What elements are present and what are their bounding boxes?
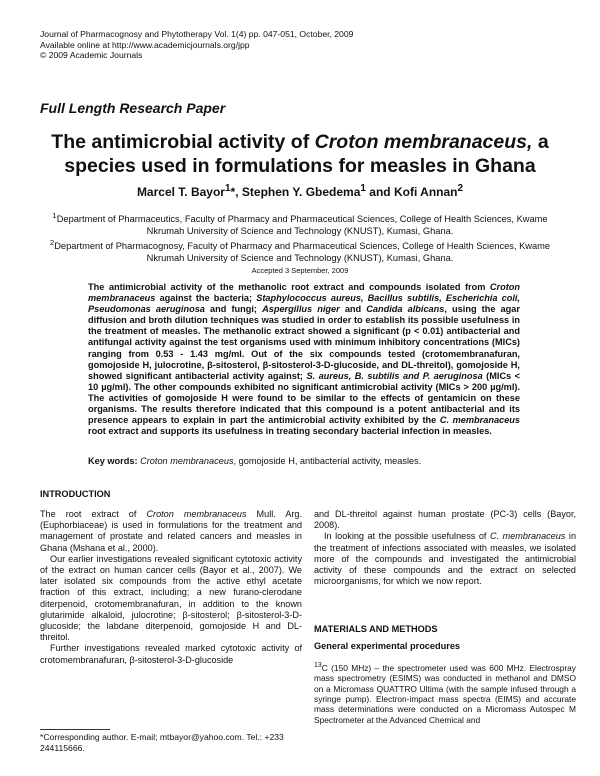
methods-heading: MATERIALS AND METHODS xyxy=(314,624,438,634)
intro-heading: INTRODUCTION xyxy=(40,489,111,499)
corresponding-author-footnote: *Corresponding author. E-mail; mtbayor@yahoo.com. Tel.: +233 244115666. xyxy=(40,732,284,753)
intro-paragraph-1: The root extract of Croton membranaceus Mull. Arg. (Euphorbiaceae) is used in formulations for the treatment and management of prostate and related cancers and measles in Ghana (Mshana et al., 2000). xyxy=(40,509,302,553)
affiliation-2: $^2$Department of Pharmacognosy, Faculty of Pharmacy and Pharmaceutical Sciences, College of Health Sciences, Kwame Nkrumah University of Science and Technology (KNUST), Kumasi, Ghana. xyxy=(49,238,551,263)
methods-subheading: General experimental procedures xyxy=(314,641,461,651)
affiliation-1: $^1$Department of Pharmaceutics, Faculty of Pharmacy and Pharmaceutical Sciences, College of Health Sciences, Kwame Nkrumah University of Science and Technology (KNUST), Kumasi, Ghana. xyxy=(52,211,548,236)
intro-paragraph-2: Our earlier investigations revealed significant cytotoxic activity of the extract on human cancer cells (Bayor et al., 2007). We later isolated six compounds from the active ethyl acetate fraction of this extract, including; a new furano-clerodane diterpenoid, crotomembranafuran, in addition to the known glutarimide alkaloid, julocrotine; β-sitosterol; β-sitosterol-3-D-glucoside; the labdane diterpenoid, gomojoside H and DL-threitol. xyxy=(40,553,302,643)
paper-type: Full Length Research Paper xyxy=(40,100,226,116)
footnote-rule xyxy=(40,729,110,730)
col2-paragraph-1: and DL-threitol against human prostate (PC-3) cells (Bayor, 2008). xyxy=(314,509,576,531)
title-species: Croton membranaceus, xyxy=(314,131,533,153)
abstract: The antimicrobial activity of the methanolic root extract and compounds isolated from Croton membranaceus against the bacteria; Staphylococcus aureus, Bacillus subtilis, Escherichia coli, Pseudomonas aeruginosa and fungi; Aspergillus niger and Candida albicans, using the agar diffusion and broth dilution techniques was studied in order to establish its possible usefulness in the treatment of measles. The methanolic extract showed a significant (p < 0.01) antibacterial and antifungal activity against the test organisms used with minimum inhibitory concentrations (MICs) ranging from 0.53 - 1.43 mg/ml. Out of the six compounds tested (crotomembranafuran, gomojoside H, julocrotine, β-sitosterol, β-sitosterol-3-D-glucoside, and DL-threitol), gomojoside H, showed significant antibacterial activity against; S. aureus, B. subtilis and P. aeruginosa (MICs < 10 µg/ml). The other compounds exhibited no significant antimicrobial activity (MICs > 200 µg/ml). The activities of gomojoside H were found to be similar to the effects of gentamicin on these organisms. The results therefore indicated that this compound is a potent antibacterial and its presence appears to explain in part the antimicrobial activity exhibited by the C. membranaceus root extract and supports its usefulness in treating secondary bacterial infection in measles. xyxy=(88,282,521,437)
journal-url: Available online at http://www.academicjournals.org/jpp xyxy=(40,39,250,50)
journal-citation: Journal of Pharmacognosy and Phytotherapy Vol. 1(4) pp. 047-051, October, 2009 xyxy=(40,29,354,39)
paper-title: The antimicrobial activity of Croton membranaceus, a species used in formulations for measles in Ghana xyxy=(51,131,549,177)
methods-paragraph: $^{13}$C (150 MHz) – the spectrometer used was 600 MHz. Electrospray mass spectrometry (ESIMS) was conducted in methanol and DMSO on a Micromass QUATTRO Ultima (with the sample infused through a syringe pump). Electron-impact mass spectra (EIMS) and accurate mass determinations were conducted on a Micromass Autospec M Spectrometer at the Advanced Chemical and xyxy=(314,662,576,725)
keywords: Key words: Croton membranaceus, gomojoside H, antibacterial activity, measles. xyxy=(88,456,422,466)
journal-copyright: © 2009 Academic Journals xyxy=(40,50,143,60)
accepted-date: Accepted 3 September, 2009 xyxy=(251,266,349,275)
journal-header xyxy=(40,29,353,61)
intro-body xyxy=(40,509,302,666)
column-2-body xyxy=(314,509,576,587)
affiliations xyxy=(38,210,562,265)
col2-paragraph-2: In looking at the possible usefulness of C. membranaceus in the treatment of infections associated with measles, we isolated more of the compounds and investigated the antimicrobial activity of these compounds and the extract on selected microorganisms, for which we now report. xyxy=(314,531,577,587)
authors: Marcel T. Bayor$^1$*, Stephen Y. Gbedema$^1$ and Kofi Annan$^2$ xyxy=(136,183,464,199)
intro-paragraph-3: Further investigations revealed marked cytotoxic activity of crotomembranafuran, β-sitosterol-3-D-glucoside xyxy=(40,643,302,665)
